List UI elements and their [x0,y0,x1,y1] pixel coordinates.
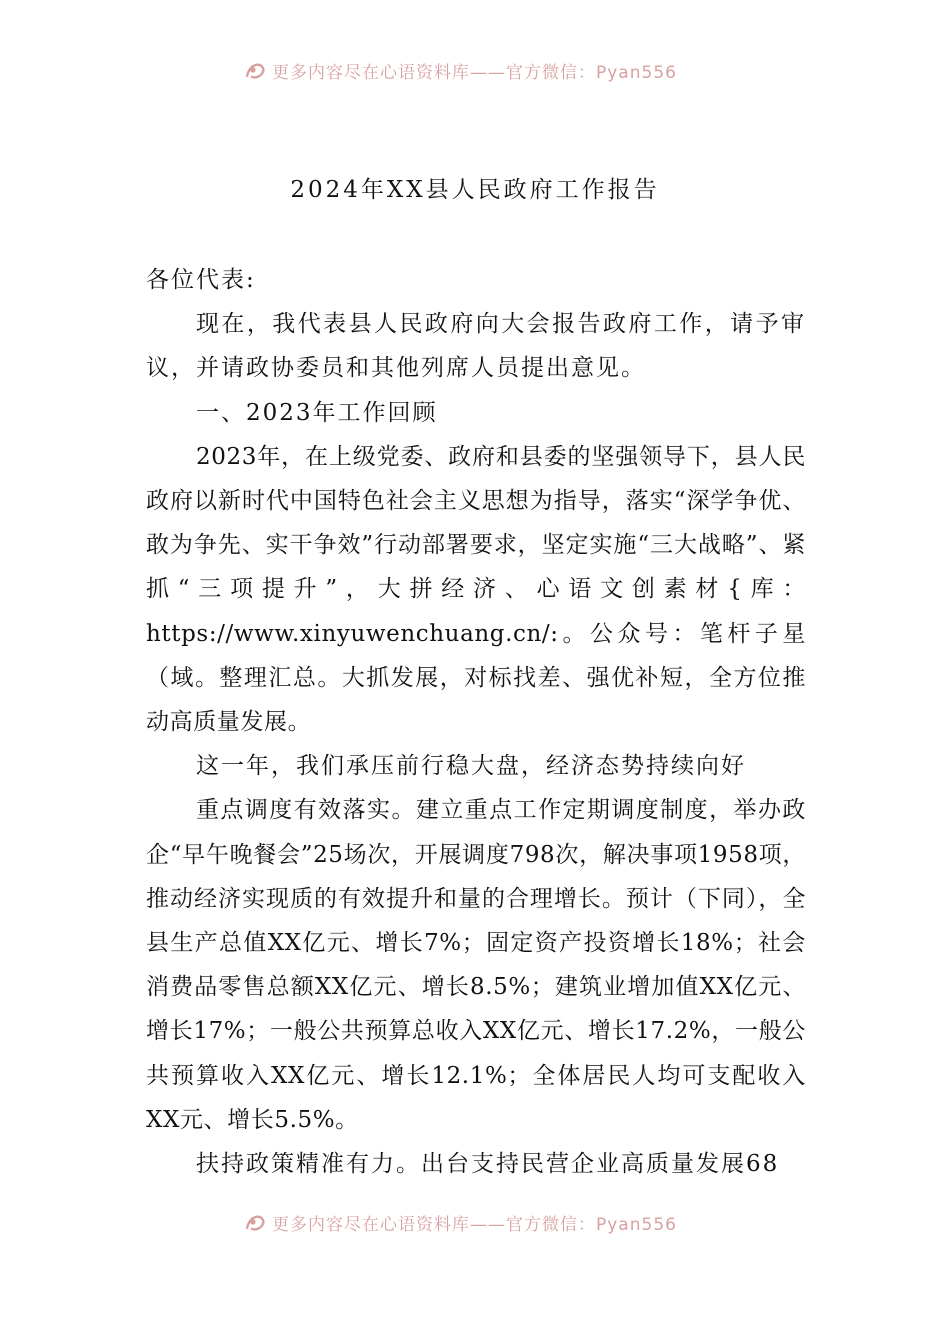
document-title: 2024年XX县人民政府工作报告 [290,177,660,203]
paragraph-intro: 现在，我代表县人民政府向大会报告政府工作，请予审议，并请政协委员和其他列席人员提出意见。 [146,311,806,382]
salutation: 各位代表: [146,267,256,293]
paragraph-key-scheduling: 重点调度有效落实。建立重点工作定期调度制度，举办政企“早午晚餐会”25场次，开展调度798次，解决事项1958项，推动经济实现质的有效提升和量的合理增长。预计（下同），全县生产总值XX亿元、增长7%；固定资产投资增长18%；社会消费品零售总额XX亿元、增长8.5%；建筑业增加值XX亿元、增长17%；一般公共预算总收入XX亿元、增长17.2%，一般公共预算收入XX亿元、增长12.1%；全体居民人均可支配收入XX元、增长5.5%。 [146,797,806,1133]
paragraph-overview: 2023年，在上级党委、政府和县委的坚强领导下，县人民政府以新时代中国特色社会主义思想为指导，落实“深学争优、敢为争先、实干争效”行动部署要求，坚定实施“三大战略”、紧抓“三项提升”，大拼经济、心语文创素材{库：https://www.xinyuwenchuang.cn/:。公众号：笔杆子星（域。整理汇总。大抓发展，对标找差、强优补短，全方位推动高质量发展。 [146,443,806,736]
watermark-logo-icon [244,60,266,82]
paragraph-support-policy: 扶持政策精准有力。出台支持民营企业高质量发展68 [196,1151,780,1178]
watermark-logo-icon [244,1212,266,1234]
watermark-footer [244,1210,677,1235]
paragraph-subheading: 这一年，我们承压前行稳大盘，经济态势持续向好 [196,753,746,780]
watermark-header [244,58,677,83]
watermark-text: 更多内容尽在心语资料库——官方微信：Pyan556 [272,63,677,83]
document-body [146,258,806,1186]
watermark-text: 更多内容尽在心语资料库——官方微信：Pyan556 [272,1215,677,1235]
section-heading: 一、2023年工作回顾 [196,399,438,426]
